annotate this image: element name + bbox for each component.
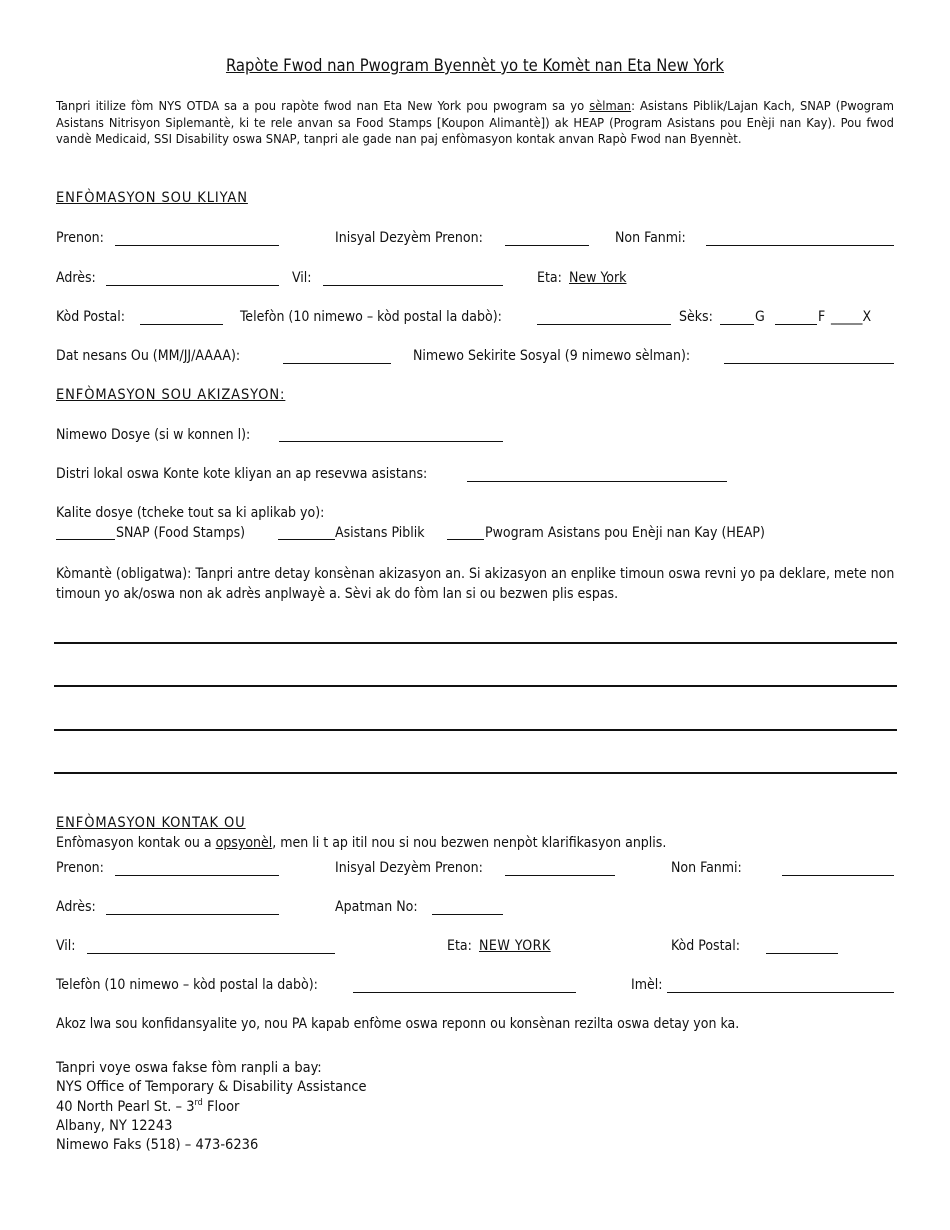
mailing-intro: Tanpri voye oswa fakse fòm ranpli a bay:	[56, 1060, 322, 1076]
client-city-label: Vil:	[292, 270, 312, 286]
client-address-field[interactable]	[106, 285, 279, 286]
comments-line-4[interactable]	[54, 772, 897, 774]
comments-instructions: Kòmantè (obligatwa): Tanpri antre detay konsènan akizasyon an. Si akizasyon an enplike timoun oswa revni yo pa deklare, mete non timoun yo ak/oswa non ak adrès anplwayè a. Sèvi ak do fòm lan si ou bezwen plis espas.	[56, 566, 895, 602]
client-sex-g-label: G	[755, 309, 765, 325]
contact-state-label: Eta:	[447, 938, 472, 954]
mailing-address	[56, 1059, 367, 1155]
accusation-section-heading: ENFÒMASYON SOU AKIZASYON:	[56, 387, 286, 403]
contact-zip-field[interactable]	[766, 953, 838, 954]
contact-address-field[interactable]	[106, 914, 279, 915]
client-sex-label: Sèks:	[679, 309, 713, 325]
case-number-label: Nimewo Dosye (si w konnen l):	[56, 427, 251, 443]
intro-paragraph: Tanpri itilize fòm NYS OTDA sa a pou rapòte fwod nan Eta New York pou pwogram sa yo sèlman: Asistans Piblik/Lajan Kach, SNAP (Pwogram Asistans Nitrisyon Siplemantè, ki te rele anvan sa Food Stamps [Koupon Alimantè]) ak HEAP (Program Asistans pou Enèji nan Kay). Pou fwod vandè Medicaid, SSI Disability oswa SNAP, tanpri ale gade nan paj enfòmasyon kontak anvan Rapò Fwod nan Byennèt.	[56, 99, 894, 147]
client-sex-f-label: F	[818, 309, 826, 325]
contact-zip-label: Kòd Postal:	[671, 938, 741, 954]
contact-email-field[interactable]	[667, 992, 894, 993]
client-zip-label: Kòd Postal:	[56, 309, 126, 325]
client-dob-field[interactable]	[283, 363, 391, 364]
heap-checkbox[interactable]	[447, 539, 484, 540]
contact-apartment-field[interactable]	[432, 914, 503, 915]
public-assistance-option-label: Asistans Piblik	[335, 525, 425, 541]
contact-first-name-label: Prenon:	[56, 860, 104, 876]
district-field[interactable]	[467, 481, 727, 482]
contact-last-name-field[interactable]	[782, 875, 894, 876]
client-sex-g-field[interactable]	[720, 324, 754, 325]
snap-checkbox[interactable]	[56, 539, 115, 540]
mailing-fax: Nimewo Faks (518) – 473-6236	[56, 1137, 259, 1154]
client-city-field[interactable]	[323, 285, 503, 286]
client-address-label: Adrès:	[56, 270, 96, 286]
contact-note: Enfòmasyon kontak ou a opsyonèl, men li t ap itil nou si nou bezwen nenpòt klarifikasyon anplis.	[56, 835, 667, 851]
heap-option-label: Pwogram Asistans pou Enèji nan Kay (HEAP)	[485, 525, 765, 541]
case-type-label: Kalite dosye (tcheke tout sa ki aplikab yo):	[56, 505, 325, 521]
confidentiality-notice: Akoz lwa sou konfidansyalite yo, nou PA kapab enfòme oswa reponn ou konsènan rezilta oswa detay yon ka.	[56, 1016, 740, 1032]
client-last-name-label: Non Fanmi:	[615, 230, 686, 246]
contact-section-heading: ENFÒMASYON KONTAK OU	[56, 815, 246, 831]
client-middle-initial-label: Inisyal Dezyèm Prenon:	[335, 230, 483, 246]
district-label: Distri lokal oswa Konte kote kliyan an ap resevwa asistans:	[56, 466, 428, 482]
contact-email-label: Imèl:	[631, 977, 663, 993]
comments-line-3[interactable]	[54, 729, 897, 731]
client-phone-field[interactable]	[537, 324, 671, 325]
contact-apartment-label: Apatman No:	[335, 899, 418, 915]
mailing-city: Albany, NY 12243	[56, 1117, 173, 1134]
comments-line-2[interactable]	[54, 685, 897, 687]
client-sex-f-field[interactable]	[775, 324, 817, 325]
contact-middle-initial-field[interactable]	[505, 875, 615, 876]
client-sex-x-option[interactable]: _____X	[831, 309, 872, 325]
client-first-name-field[interactable]	[115, 245, 279, 246]
case-number-field[interactable]	[279, 441, 503, 442]
client-phone-label: Telefòn (10 nimewo – kòd postal la dabò):	[240, 309, 502, 325]
client-state-label: Eta:	[537, 270, 562, 286]
form-title: Rapòte Fwod nan Pwogram Byennèt yo te Komèt nan Eta New York	[225, 56, 725, 75]
contact-phone-field[interactable]	[353, 992, 576, 993]
contact-city-label: Vil:	[56, 938, 76, 954]
client-first-name-label: Prenon:	[56, 230, 104, 246]
contact-last-name-label: Non Fanmi:	[671, 860, 742, 876]
snap-option-label: SNAP (Food Stamps)	[116, 525, 246, 541]
contact-address-label: Adrès:	[56, 899, 96, 915]
contact-note-emphasis: opsyonèl	[215, 835, 273, 851]
contact-state-value: NEW YORK	[479, 938, 551, 954]
mailing-office: NYS Office of Temporary & Disability Assistance	[56, 1079, 367, 1096]
client-middle-initial-field[interactable]	[505, 245, 589, 246]
contact-phone-label: Telefòn (10 nimewo – kòd postal la dabò):	[56, 977, 318, 993]
client-ssn-field[interactable]	[724, 363, 894, 364]
contact-city-field[interactable]	[87, 953, 335, 954]
contact-middle-initial-label: Inisyal Dezyèm Prenon:	[335, 860, 483, 876]
public-assistance-checkbox[interactable]	[278, 539, 335, 540]
intro-emphasis: sèlman	[589, 99, 632, 114]
mailing-street: 40 North Pearl St. – 3rd Floor	[56, 1097, 240, 1115]
client-last-name-field[interactable]	[706, 245, 894, 246]
client-dob-label: Dat nesans Ou (MM/JJ/AAAA):	[56, 348, 241, 364]
client-state-value: New York	[569, 270, 627, 286]
contact-first-name-field[interactable]	[115, 875, 279, 876]
client-section-heading: ENFÒMASYON SOU KLIYAN	[56, 190, 248, 206]
client-ssn-label: Nimewo Sekirite Sosyal (9 nimewo sèlman):	[413, 348, 691, 364]
client-zip-field[interactable]	[140, 324, 223, 325]
comments-line-1[interactable]	[54, 642, 897, 644]
